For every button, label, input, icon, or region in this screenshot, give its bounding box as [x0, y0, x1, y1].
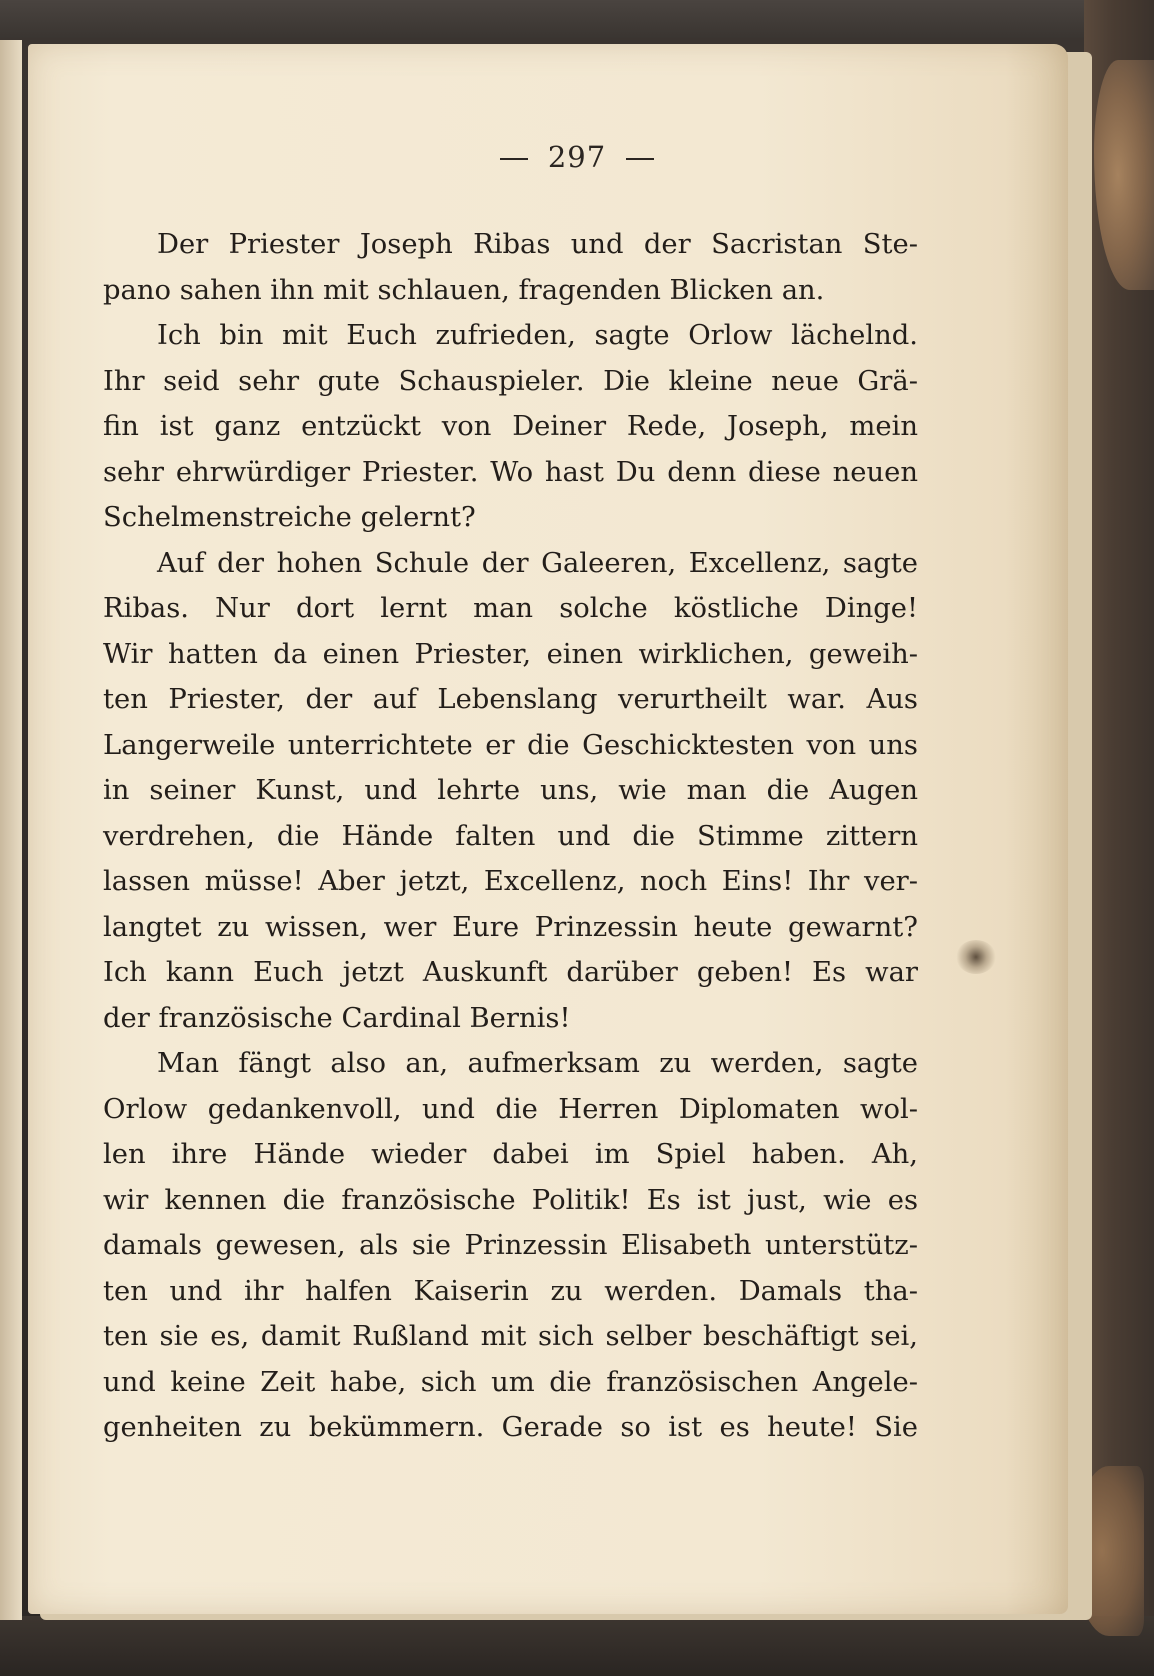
previous-page-edge [0, 40, 22, 1620]
text-line: genheiten zu bekümmern. Gerade so ist es heute! Sie [103, 1412, 918, 1443]
text-line: lassen müsse! Aber jetzt, Excellenz, noch Eins! Ihr ver- [103, 866, 918, 897]
text-line: Ich kann Euch jetzt Auskunft darüber geben! Es war [103, 957, 918, 988]
text-line: wir kennen die französische Politik! Es ist just, wie es [103, 1184, 918, 1216]
text-line: fin ist ganz entzückt von Deiner Rede, Joseph, mein [103, 411, 918, 442]
text-line: sehr ehrwürdiger Priester. Wo hast Du denn diese neuen [103, 456, 918, 488]
text-line: len ihre Hände wieder dabei im Spiel haben. Ah, [103, 1139, 918, 1170]
text-line: damals gewesen, als sie Prinzessin Elisabeth unterstütz- [103, 1230, 918, 1261]
text-line: Orlow gedankenvoll, und die Herren Diplomaten wol- [103, 1093, 918, 1125]
text-line: Langerweile unterrichtete er die Geschicktesten von uns [103, 729, 918, 761]
page-number-dash-left [500, 158, 528, 160]
text-line: ten und ihr halfen Kaiserin zu werden. Damals tha- [103, 1275, 918, 1307]
text-line: Schelmenstreiche gelernt? [103, 502, 476, 533]
text-line: und keine Zeit habe, sich um die französischen Angele- [103, 1366, 918, 1398]
page-number-value: 297 [547, 140, 607, 174]
book-cover-bottom [0, 1616, 1154, 1676]
page-number [0, 140, 1154, 174]
text-line: verdrehen, die Hände falten und die Stimme zittern [103, 820, 918, 852]
text-line: in seiner Kunst, und lehrte uns, wie man die Augen [103, 775, 918, 806]
page-number-dash-right [626, 158, 654, 160]
text-line: pano sahen ihn mit schlauen, fragenden Blicken an. [103, 274, 825, 306]
book-cover-top [0, 0, 1154, 38]
text-line: langtet zu wissen, wer Eure Prinzessin heute gewarnt? [103, 911, 918, 943]
foxing-stain [956, 940, 996, 974]
text-line: Auf der hohen Schule der Galeeren, Excellenz, sagte [157, 547, 918, 579]
text-line: Wir hatten da einen Priester, einen wirklichen, geweih- [103, 638, 918, 670]
text-line: Ribas. Nur dort lernt man solche köstliche Dinge! [103, 593, 918, 624]
text-line: Ich bin mit Euch zufrieden, sagte Orlow lächelnd. [157, 320, 918, 351]
body-text [103, 222, 918, 1451]
text-line: Ihr seid sehr gute Schauspieler. Die kleine neue Grä- [103, 365, 918, 397]
text-line: ten sie es, damit Rußland mit sich selber beschäftigt sei, [103, 1321, 918, 1352]
text-line: ten Priester, der auf Lebenslang verurtheilt war. Aus [103, 684, 918, 715]
text-line: Man fängt also an, aufmerksam zu werden, sagte [157, 1048, 918, 1079]
text-line: der französische Cardinal Bernis! [103, 1002, 571, 1034]
text-line: Der Priester Joseph Ribas und der Sacristan Ste- [157, 229, 918, 260]
